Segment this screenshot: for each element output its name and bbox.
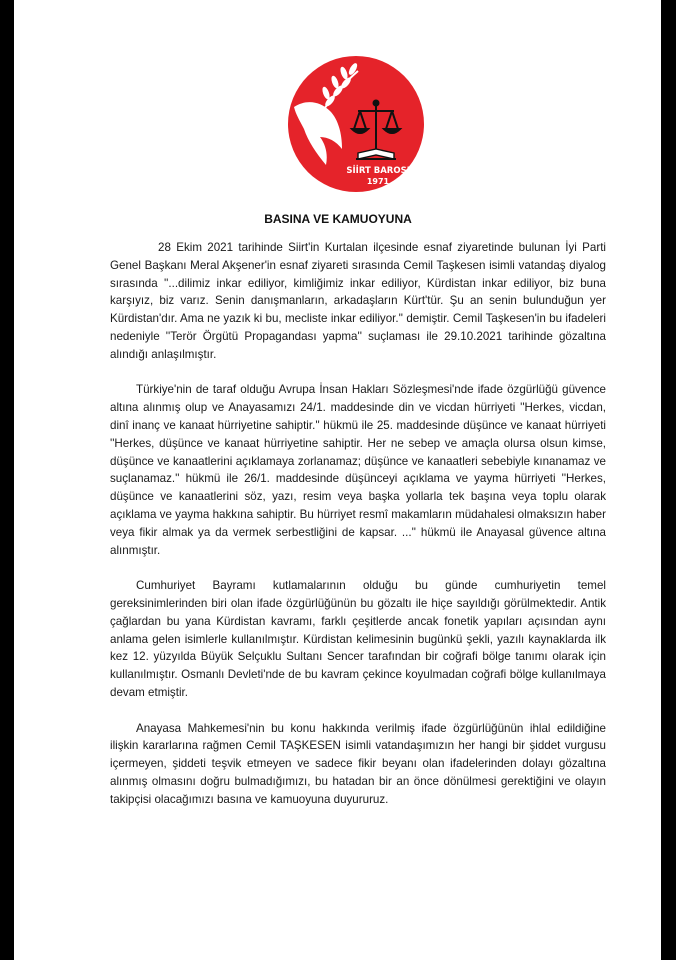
document-body bbox=[110, 239, 606, 826]
paragraph-4: Anayasa Mahkemesi'nin bu konu hakkında verilmiş ifade özgürlüğünün ihlal edildiğine ilişkin kararlarına rağmen Cemil TAŞKESEN isimli vatandaşımızın her hangi bir şiddet vurgusu içermeyen, şiddeti teşvik etmeyen ve sadece fikir beyanı olan ifadelerinden dolayı gözaltına alınmış olmasını doğru bulmadığımızı, bu hatadan bir an önce dönülmesi gerektiğini ve olayın takipçisi olacağımızı basına ve kamuoyuna duyururuz. bbox=[110, 721, 606, 806]
paragraph-2: Türkiye'nin de taraf olduğu Avrupa İnsan Hakları Sözleşmesi'nde ifade özgürlüğü güvence altına alınmış olup ve Anayasamızı 24/1. maddesinde din ve vicdan hürriyeti ''Herkes, vicdan, dinî inanç ve kanaat hürriyetine sahiptir.'' hükmü ile 25. maddesinde düşünce ve kanaat hürriyeti ''Herkes, düşünce ve kanaat hürriyetine sahiptir. Her ne sebep ve amaçla olursa olsun kimse, düşünce ve kanaatlerini açıklamaya zorlanamaz; düşünce ve kanaatleri sebebiyle kınanamaz ve suçlanamaz.'' hükmü ile 26/1. maddesinde düşünceyi açıklama ve yayma hürriyeti ''Herkes, düşünce ve kanaatlerini söz, yazı, resim veya başka yollarla tek başına veya toplu olarak açıklama ve yayma hakkına sahiptir. Bu hürriyet resmî makamların müdahalesi olmaksızın haber veya fikir almak ya da vermek serbestliğini de kapsar. ...'' hükmü ile Anayasal güvence altına alınmıştır. bbox=[110, 383, 606, 557]
document-title: BASINA VE KAMUOYUNA bbox=[264, 212, 412, 226]
logo-org-name: SİİRT BAROSU bbox=[346, 166, 414, 176]
paragraph-1: 28 Ekim 2021 tarihinde Siirt'in Kurtalan ilçesinde esnaf ziyaretinde bulunan İyi Parti Genel Başkanı Meral Akşener'in esnaf ziyareti sırasında Cemil Taşkesen isimli vatandaş diyalog sırasında ''...dilimiz inkar ediliyor, kimliğimiz inkar ediliyor, Kürdistan inkar ediliyor, biz buna karşıyız, biz varız. Senin danışmanların, arkadaşların Kürt'tür. Şu an senin bulunduğun yer Kürdistan'dır. Ama ne yazık ki bu, mecliste inkar ediliyor.'' demiştir. Cemil Taşkesen'in bu ifadeleri nedeniyle ''Terör Örgütü Propagandası yapma'' suçlaması ile 29.10.2021 tarihinde gözaltına alındığı anlaşılmıştır. bbox=[110, 241, 606, 361]
siirt-barosu-logo bbox=[286, 49, 426, 199]
paragraph-3: Cumhuriyet Bayramı kutlamalarının olduğu bu günde cumhuriyetin temel gereksinimlerinden biri olan ifade özgürlüğünün bu gözaltı ile hiçe sayıldığı görülmektedir. Antik çağlardan bu yana Kürdistan kavramı, farklı çeşitlerde ancak fonetik yapıları açısından aynı anlama gelen isimlerle kullanılmıştır. Kürdistan kelimesinin bugünkü şekli, yazılı kaynaklarda ilk kez 12. yüzyılda Büyük Selçuklu Sultanı Sencer tarafından bir coğrafi bölge tanımı olarak için kullanılmıştır. Osmanlı Devleti'nde de bu kavram çekince koyulmadan coğrafi bölge kullanılmaya devam etmiştir. bbox=[110, 579, 606, 699]
document-page bbox=[14, 0, 661, 960]
logo-year: 1971 bbox=[366, 177, 390, 186]
